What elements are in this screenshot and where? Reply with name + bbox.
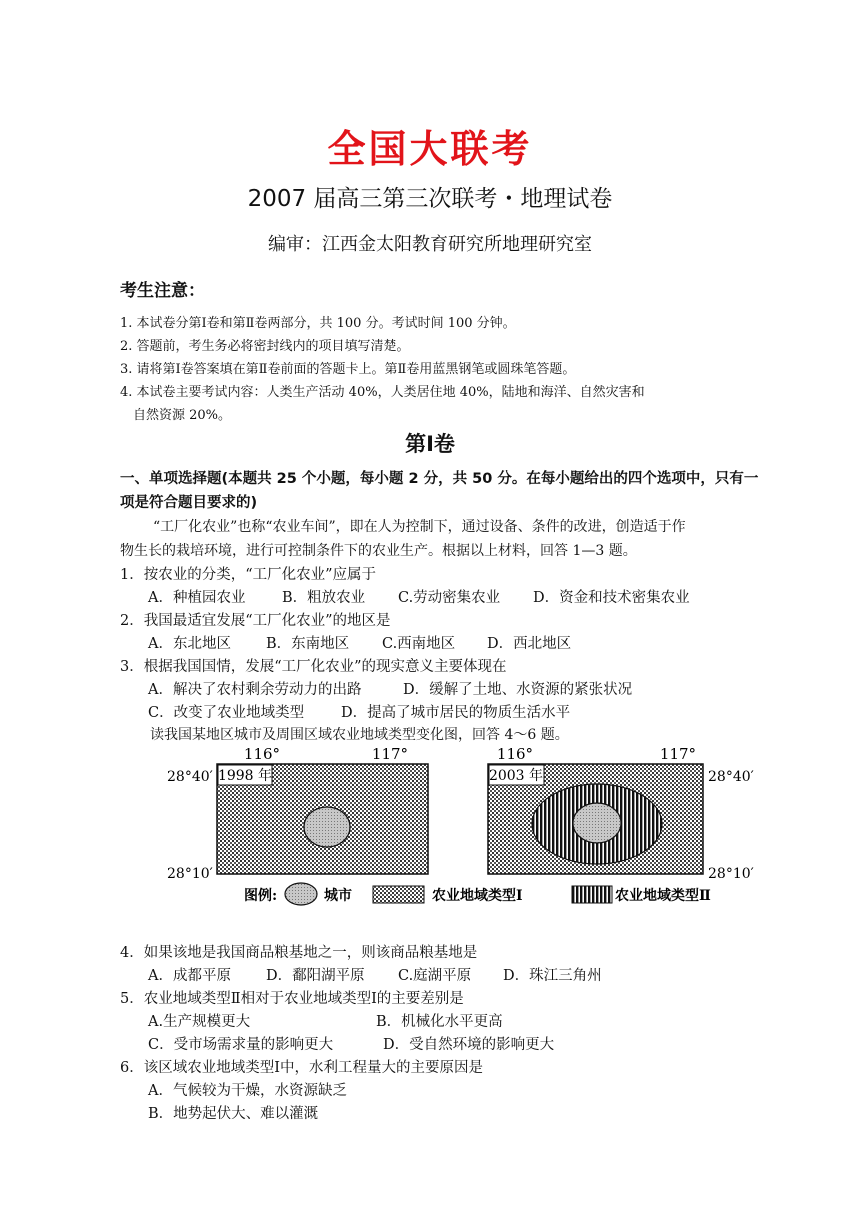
legend-type2-label: 农业地域类型Ⅱ <box>615 888 711 904</box>
passage-line-1: “工厂化农业”也称“农业车间”，即在人为控制下，通过设备、条件的改进，创造适于作 <box>153 519 686 535</box>
map-intro: 读我国某地区城市及周围区域农业地域类型变化图，回答 4～6 题。 <box>150 727 569 743</box>
question-4-stem: 4．如果该地是我国商品粮基地之一，则该商品粮基地是 <box>120 945 478 961</box>
question-6-option-b: B．地势起伏大、难以灌溉 <box>148 1106 319 1122</box>
latitude-label-top-left: 28°40′ <box>167 769 213 785</box>
question-5-option-a: A.生产规模更大 <box>148 1014 251 1030</box>
notice-item-1: 1. 本试卷分第Ⅰ卷和第Ⅱ卷两部分，共 100 分。考试时间 100 分钟。 <box>120 316 516 331</box>
passage-line-2: 物生长的栽培环境，进行可控制条件下的农业生产。根据以上材料，回答 1—3 题。 <box>120 543 637 559</box>
legend-city-swatch <box>285 883 317 905</box>
editor-line: 编审：江西金太阳教育研究所地理研究室 <box>268 234 592 255</box>
legend-type1-swatch <box>373 886 424 903</box>
latitude-label-top-right: 28°40′ <box>708 769 754 785</box>
notice-heading: 考生注意： <box>120 281 205 301</box>
question-1-option-c: C.劳动密集农业 <box>398 590 501 606</box>
question-6-stem: 6．该区域农业地域类型Ⅰ中，水利工程量大的主要原因是 <box>120 1060 483 1076</box>
map-1998-year: 1998 年 <box>217 768 273 784</box>
map-2003-city <box>573 803 621 843</box>
longitude-label-116-right: 116° <box>496 745 534 763</box>
question-2-option-a: A．东北地区 <box>148 636 231 652</box>
question-3-stem: 3．根据我国国情，发展“工厂化农业”的现实意义主要体现在 <box>120 659 507 675</box>
question-5-option-c: C．受市场需求量的影响更大 <box>148 1037 334 1053</box>
question-1-option-b: B．粗放农业 <box>282 590 366 606</box>
section-heading: 第Ⅰ卷 <box>405 432 455 456</box>
part-one-instructions: 一、单项选择题(本题共 25 个小题，每小题 2 分，共 50 分。在每小题给出的四个选项中，只有一项是符合题目要求的) <box>120 471 759 511</box>
longitude-label-117-right: 117° <box>659 745 697 763</box>
notice-item-3: 3. 请将第Ⅰ卷答案填在第Ⅱ卷前面的答题卡上。第Ⅱ卷用蓝黑钢笔或圆珠笔答题。 <box>120 362 576 377</box>
exam-banner: 全国大联考 <box>327 127 533 171</box>
question-1-option-a: A．种植园农业 <box>148 590 246 606</box>
question-1-stem: 1．按农业的分类，“工厂化农业”应属于 <box>120 567 377 583</box>
question-5-option-b: B．机械化水平更高 <box>376 1014 503 1030</box>
notice-item-4-continued: 自然资源 20%。 <box>133 408 232 423</box>
question-2-option-c: C.西南地区 <box>382 636 456 652</box>
map-2003-year: 2003 年 <box>488 768 544 784</box>
question-2-stem: 2．我国最适宜发展“工厂化农业”的地区是 <box>120 613 391 629</box>
question-1-option-d: D．资金和技术密集农业 <box>533 590 690 606</box>
question-2-option-b: B．东南地区 <box>266 636 350 652</box>
legend-title: 图例: <box>244 888 278 904</box>
legend-city-label: 城市 <box>324 888 352 904</box>
question-4-option-b: D．鄱阳湖平原 <box>266 968 365 984</box>
question-3-option-d: D．提高了城市居民的物质生活水平 <box>341 705 571 721</box>
legend-type2-swatch <box>572 886 612 903</box>
question-4-option-c: C.庭湖平原 <box>398 968 472 984</box>
map-1998-city <box>304 807 350 847</box>
question-5-stem: 5．农业地域类型Ⅱ相对于农业地域类型Ⅰ的主要差别是 <box>120 991 464 1007</box>
question-4-option-d: D．珠江三角州 <box>503 968 602 984</box>
latitude-label-bottom-right: 28°10′ <box>708 866 754 882</box>
question-5-option-d: D．受自然环境的影响更大 <box>383 1037 555 1053</box>
question-4-option-a: A．成都平原 <box>148 968 231 984</box>
longitude-label-117-left: 117° <box>371 745 409 763</box>
question-3-option-a: A．解决了农村剩余劳动力的出路 <box>148 682 362 698</box>
notice-item-2: 2. 答题前，考生务必将密封线内的项目填写清楚。 <box>120 339 410 354</box>
question-6-option-a: A．气候较为干燥，水资源缺乏 <box>148 1083 347 1099</box>
page-title: 2007 届高三第三次联考・地理试卷 <box>247 186 613 212</box>
latitude-label-bottom-left: 28°10′ <box>167 866 213 882</box>
question-2-option-d: D．西北地区 <box>487 636 572 652</box>
notice-item-4: 4. 本试卷主要考试内容：人类生产活动 40%，人类居住地 40%，陆地和海洋、自然灾害和 <box>120 385 645 400</box>
longitude-label-116-left: 116° <box>243 745 281 763</box>
agriculture-change-map <box>160 740 780 910</box>
question-3-option-c: C．改变了农业地域类型 <box>148 705 305 721</box>
question-3-option-b: D．缓解了土地、水资源的紧张状况 <box>403 682 633 698</box>
legend-type1-label: 农业地域类型Ⅰ <box>432 888 523 904</box>
